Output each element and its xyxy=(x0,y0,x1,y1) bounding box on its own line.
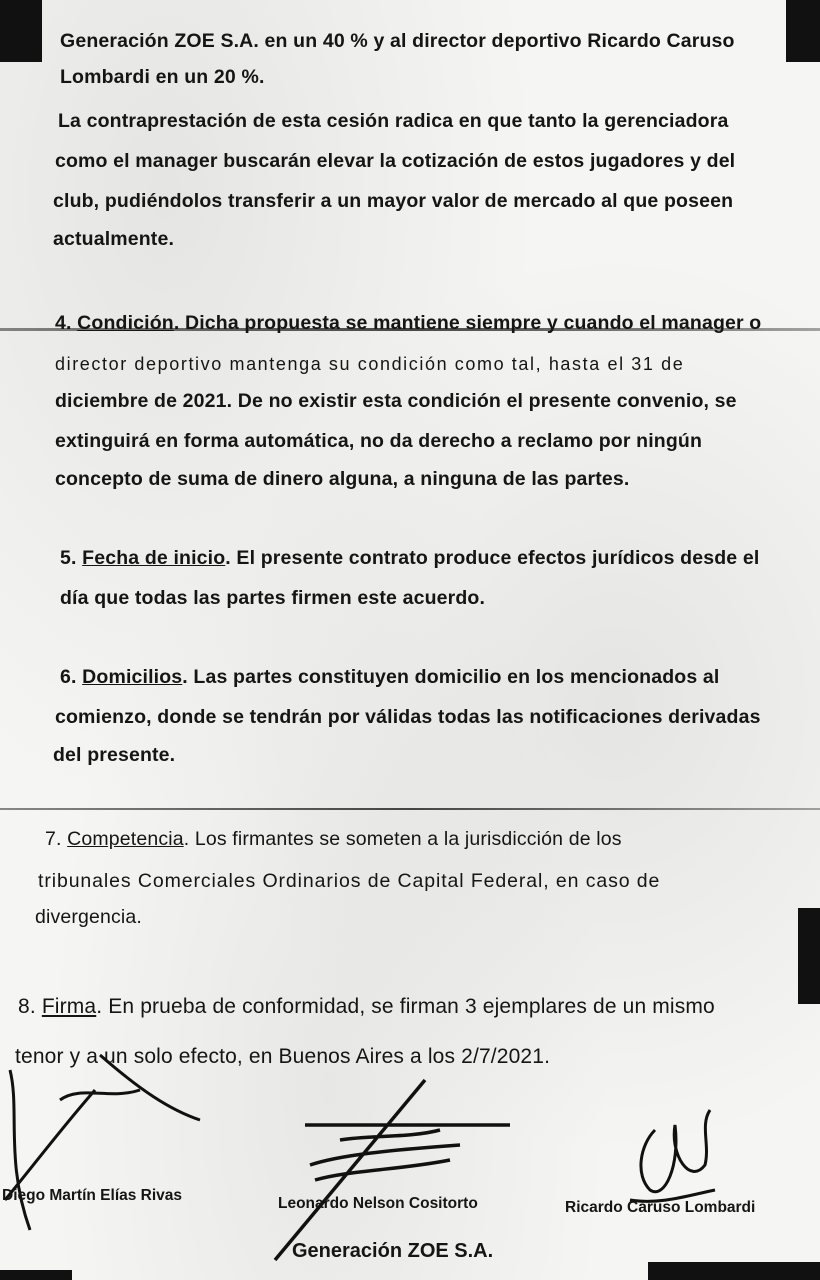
clause-text: . En prueba de conformidad, se firman 3 ejemplares de un mismo xyxy=(96,995,715,1018)
clause-number: 6. xyxy=(60,666,77,688)
clause-number: 8. xyxy=(18,995,36,1018)
text-line: club, pudiéndolos transferir a un mayor valor de mercado al que poseen xyxy=(53,190,734,212)
clause-text: . El presente contrato produce efectos jurídicos desde el xyxy=(225,547,760,569)
text-line: Lombardi en un 20 %. xyxy=(60,66,265,88)
text-line: actualmente. xyxy=(53,228,175,250)
clause-text: . Las partes constituyen domicilio en los mencionados al xyxy=(182,666,720,688)
text-line: comienzo, donde se tendrán por válidas todas las notificaciones derivadas xyxy=(55,706,761,728)
company-name: Generación ZOE S.A. xyxy=(292,1240,494,1262)
text-line: director deportivo mantenga su condición como tal, hasta el 31 de xyxy=(55,354,685,374)
clause-title: Competencia xyxy=(67,828,184,850)
paper-fold-line xyxy=(0,808,820,810)
signer-name: Leonardo Nelson Cositorto xyxy=(278,1195,478,1212)
clause-title: Firma xyxy=(41,995,97,1018)
text-line: día que todas las partes firmen este acuerdo. xyxy=(60,587,486,609)
text-line: tenor y a un solo efecto, en Buenos Aires a los 2/7/2021. xyxy=(15,1045,551,1068)
text-line: Generación ZOE S.A. en un 40 % y al director deportivo Ricardo Caruso xyxy=(60,30,735,52)
clause-8-line xyxy=(18,995,715,1019)
clause-text: . Los firmantes se someten a la jurisdicción de los xyxy=(183,828,622,850)
scan-corner-bottom-right xyxy=(648,1262,820,1280)
scan-corner-top-right xyxy=(786,0,820,62)
clause-title: Fecha de inicio xyxy=(82,547,226,569)
clause-number: 7. xyxy=(45,828,62,850)
text-line: extinguirá en forma automática, no da derecho a reclamo por ningún xyxy=(55,430,703,452)
clause-4-line xyxy=(55,312,761,335)
clause-7-line xyxy=(45,828,622,851)
signer-name: Ricardo Caruso Lombardi xyxy=(565,1199,756,1216)
text-line: concepto de suma de dinero alguna, a ninguna de las partes. xyxy=(55,468,630,490)
text-line: del presente. xyxy=(53,744,176,766)
text-line: como el manager buscarán elevar la cotización de estos jugadores y del xyxy=(55,150,736,172)
clause-5-line xyxy=(60,547,759,570)
scan-corner-bottom-left xyxy=(0,1270,72,1280)
text-line: La contraprestación de esta cesión radica en que tanto la gerenciadora xyxy=(58,110,729,132)
clause-number: 4. xyxy=(55,312,72,334)
clause-text: . Dicha propuesta se mantiene siempre y cuando el manager o xyxy=(173,312,762,334)
text-line: divergencia. xyxy=(35,906,142,928)
clause-title: Domicilios xyxy=(82,666,183,688)
scan-edge-right xyxy=(798,908,820,1004)
signature-1-scrawl xyxy=(0,1050,230,1250)
text-line: diciembre de 2021. De no existir esta condición el presente convenio, se xyxy=(55,390,737,412)
scan-corner-top-left xyxy=(0,0,42,62)
clause-6-line xyxy=(60,666,719,689)
clause-number: 5. xyxy=(60,547,77,569)
signer-name: Diego Martín Elías Rivas xyxy=(2,1187,183,1204)
clause-title: Condición xyxy=(77,312,174,334)
text-line: tribunales Comerciales Ordinarios de Capital Federal, en caso de xyxy=(38,870,661,892)
